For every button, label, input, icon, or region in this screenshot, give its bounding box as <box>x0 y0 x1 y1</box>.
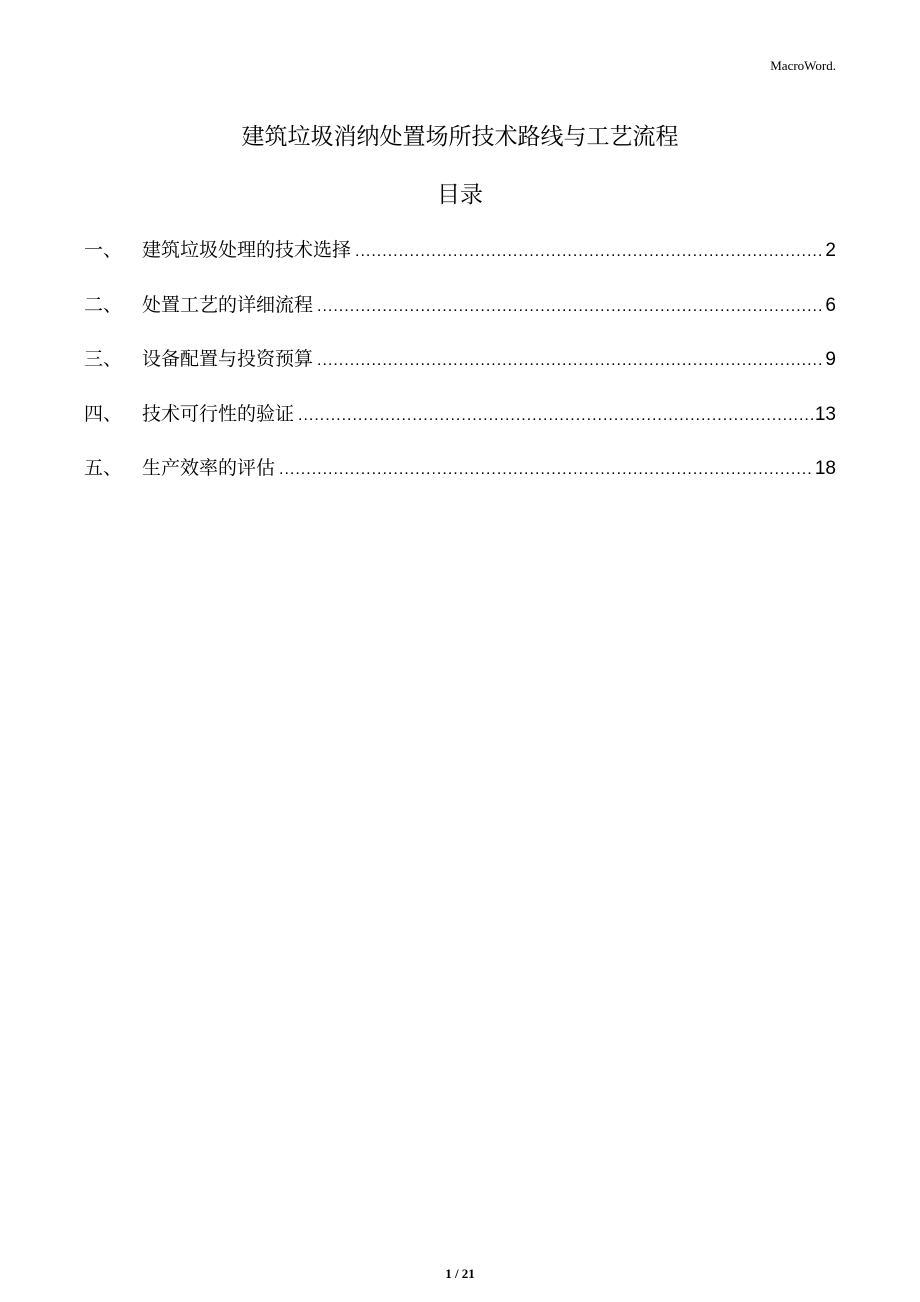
toc-entry-page[interactable]: 6 <box>825 294 836 316</box>
page-number-footer: 1 / 21 <box>445 1266 475 1281</box>
toc-heading: 目录 <box>437 182 483 208</box>
toc-entry[interactable] <box>84 232 836 287</box>
toc-dot-leader <box>279 452 813 488</box>
toc-entry-number: 五、 <box>84 457 123 479</box>
toc-dot-leader <box>317 289 823 325</box>
toc-entry-page[interactable]: 18 <box>814 458 836 479</box>
toc-dot-leader <box>317 343 823 379</box>
toc-entry-page[interactable]: 13 <box>814 403 836 425</box>
document-title: 建筑垃圾消纳处置场所技术路线与工艺流程 <box>241 124 679 150</box>
toc-entry-title[interactable]: 建筑垃圾处理的技术选择 <box>142 239 352 261</box>
toc-entry-title[interactable]: 设备配置与投资预算 <box>142 348 314 370</box>
toc-entry-number: 二、 <box>84 293 123 316</box>
toc-entry-title[interactable]: 生产效率的评估 <box>142 457 276 479</box>
header-brand: MacroWord. <box>770 58 836 73</box>
toc-entry[interactable] <box>84 341 836 396</box>
toc-entry-title[interactable]: 技术可行性的验证 <box>142 402 295 425</box>
toc-entry[interactable] <box>84 450 836 505</box>
toc-dot-leader <box>355 234 823 270</box>
toc-entry-number: 三、 <box>84 348 123 370</box>
toc-entry-page[interactable]: 2 <box>825 240 836 261</box>
toc-entry-page[interactable]: 9 <box>825 349 836 370</box>
table-of-contents <box>84 232 836 505</box>
toc-entry-title[interactable]: 处置工艺的详细流程 <box>142 293 314 316</box>
toc-entry-number: 一、 <box>84 239 123 261</box>
toc-dot-leader <box>298 398 813 434</box>
toc-entry[interactable] <box>84 287 836 342</box>
toc-entry[interactable] <box>84 396 836 451</box>
toc-entry-number: 四、 <box>84 402 123 425</box>
